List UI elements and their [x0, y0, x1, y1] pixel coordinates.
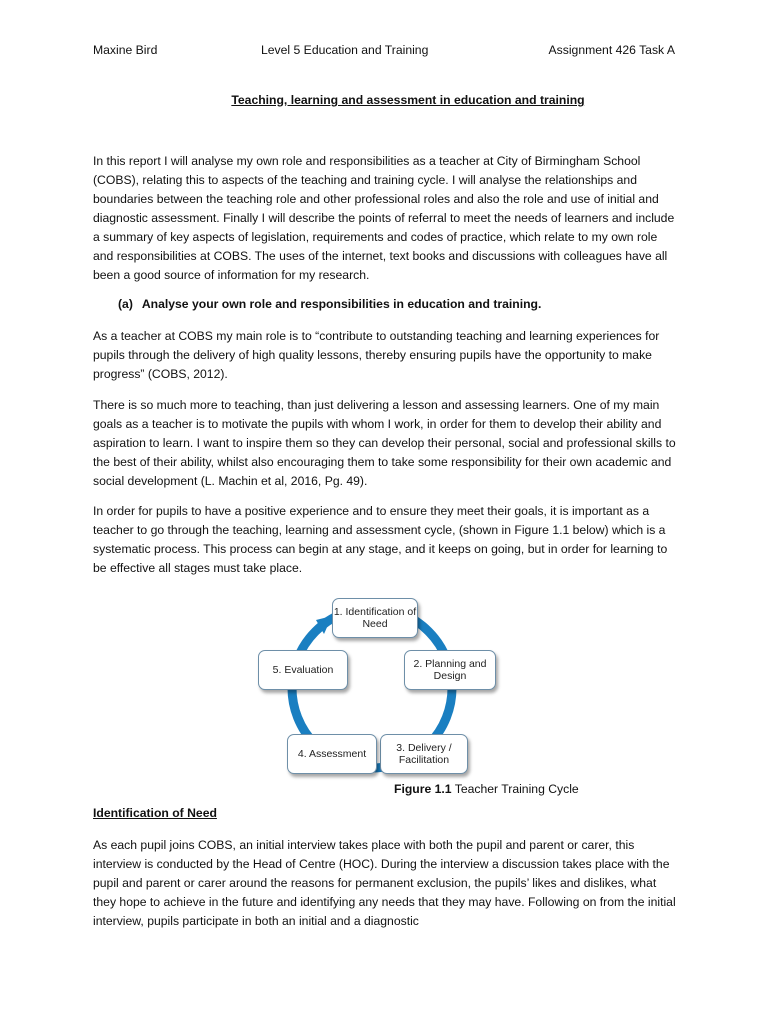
- section-a-heading: [118, 297, 541, 311]
- figure-caption: [394, 782, 579, 796]
- header-course: Level 5 Education and Training: [261, 43, 429, 57]
- section-a-marker: (a): [118, 297, 133, 311]
- section-a-heading-text: Analyse your own role and responsibilities in education and training.: [141, 297, 542, 311]
- document-title: Teaching, learning and assessment in education and training: [231, 93, 585, 107]
- stage-identification-of-need: 1. Identification of Need: [332, 598, 418, 638]
- intro-paragraph: In this report I will analyse my own role and responsibilities as a teacher at City of Birmingham School (COBS), relating this to aspects of the teaching and training cycle. I will analyse the relationships and boundaries between the teaching role and other professional roles and also the role and use of initial and diagnostic assessment. Finally I will describe the points of referral to meet the needs of learners and include a summary of key aspects of legislation, requirements and codes of practice, which relate to my own role and responsibilities at COBS. The uses of the internet, text books and discussions with colleagues have all been a good source of information for my research.: [93, 154, 675, 282]
- stage-planning-and-design: 2. Planning and Design: [404, 650, 496, 690]
- header-assignment: Assignment 426 Task A: [548, 43, 675, 57]
- figure-number: Figure 1.1: [394, 782, 452, 796]
- header-author: Maxine Bird: [93, 43, 158, 57]
- goals-paragraph: There is so much more to teaching, than just delivering a lesson and assessing learners. One of my main goals as a teacher is to motivate the pupils with whom I work, in order for them to develop their ability and aspiration to learn. I want to inspire them so they can develop their personal, social and professional skills to the best of their ability, whilst also encouraging them to take some responsibility for their own academic and social development (L. Machin et al, 2016, Pg. 49).: [93, 398, 676, 488]
- figure-caption-text: Teacher Training Cycle: [454, 782, 579, 796]
- stage-delivery-facilitation: 3. Delivery / Facilitation: [380, 734, 468, 774]
- need-paragraph: As each pupil joins COBS, an initial interview takes place with both the pupil and parent or carer, this interview is conducted by the Head of Centre (HOC). During the interview a discussion takes place with the pupil and parent or carer around the reasons for permanent exclusion, the pupils’ likes and dislikes, what they hope to achieve in the future and identifying any needs that they may have. Following on from the initial interview, pupils participate in both an initial and a diagnostic: [93, 838, 676, 928]
- teacher-training-cycle-diagram: [250, 590, 490, 780]
- stage-evaluation: 5. Evaluation: [258, 650, 348, 690]
- stage-assessment: 4. Assessment: [287, 734, 377, 774]
- page-header: [93, 43, 675, 61]
- identification-of-need-heading: Identification of Need: [93, 806, 217, 820]
- cycle-paragraph: In order for pupils to have a positive experience and to ensure they meet their goals, it is important as a teacher to go through the teaching, learning and assessment cycle, (shown in Figure 1.1 below) which is a systematic process. This process can begin at any stage, and it keeps on going, but in order for learning to be effective all stages must take place.: [93, 504, 668, 575]
- role-paragraph: As a teacher at COBS my main role is to “contribute to outstanding teaching and learning experiences for pupils through the delivery of high quality lessons, thereby ensuring pupils have the opportunity to make progress” (COBS, 2012).: [93, 329, 660, 381]
